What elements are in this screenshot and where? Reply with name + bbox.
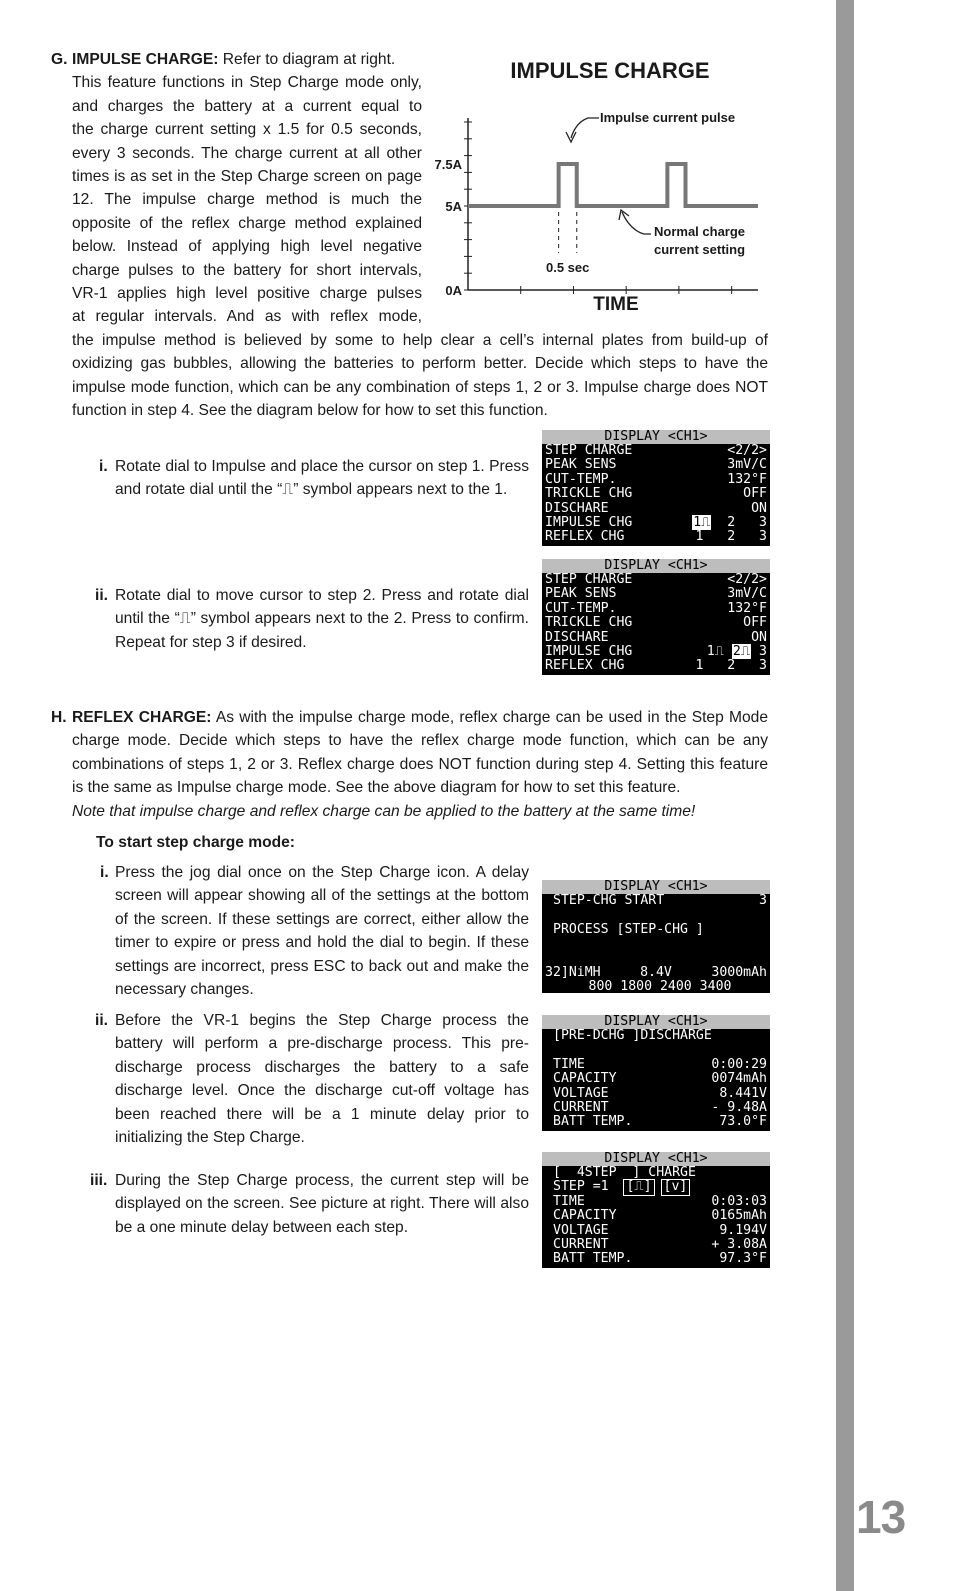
g-line: times is as set in the Step Charge screen on page [72,168,422,186]
g-line: 12. The impulse charge method is much the [72,191,422,209]
lcd-row-impulse: IMPULSE CHG 1⎍ 2 3 [545,514,767,530]
section-g-label: G. [51,51,68,68]
lcd-row: CUT-TEMP. 132°F [545,600,767,616]
h-step-i-text: Press the jog dial once on the Step Charge icon. A delay screen will appear showing all of the settings at the bottom of the screen. If these settings are correct, either allow the timer to expire or press and hold the dial to begin. If these settings are incorrect, press ESC to back out and make the necessary changes. [115,864,529,999]
g-line: the charge current setting x 1.5 for 0.5 seconds, [72,121,422,139]
section-g-body: the impulse method is believed by some to help clear a cell’s internal plates from build-up of oxidizing gas bubbles, allowing the batteries to perform better. Decide which steps to have the impulse mode function, which can be any combination of steps 1, 2 or 3. Impulse charge does NOT function in step 4. See the diagram below for how to set this function. [72,332,768,420]
pulse-annotation: Impulse current pulse [600,110,736,125]
g-step-ii-text: Rotate dial to move cursor to step 2. Press and rotate dial until the “⎍” symbol appears next to the 2. Press to confirm. Repeat for step 3 if desired. [115,587,529,651]
lcd-row: CAPACITY 0074mAh [553,1071,767,1087]
lcd-row: CURRENT - 9.48A [553,1099,767,1115]
section-g-title: IMPULSE CHARGE: [72,51,219,68]
lcd-row: DISCHARE ON [545,500,767,516]
impulse-charge-chart [434,52,778,322]
g-line: and charges the battery at a current equal to [72,97,422,115]
lcd-row: CAPACITY 0165mAh [553,1208,767,1224]
lcd-screen-step-chg-start [542,880,770,993]
g-step-i-label: i. [99,458,108,475]
lcd-row: VOLTAGE 9.194V [553,1222,767,1238]
g-step-i-text: Rotate dial to Impulse and place the cursor on step 1. Press and rotate dial until the “⎍” symbol appears next to the 1. [115,458,529,499]
page-edge-bar [836,0,854,1591]
section-h-text: As with the impulse charge mode, reflex charge can be used in the Step Mode charge mode. Decide which steps to have the reflex charge mode function, which can be any combinations of steps 1, 2 or 3. Reflex charge does NOT function during step 4. Setting this feature is the same as Impulse charge mode. See the above diagram for how to set this feature. [72,709,768,797]
section-h-title: REFLEX CHARGE: [72,709,212,726]
pulse-width-label: 0.5 sec [546,259,590,275]
lcd-row: BATT TEMP. 73.0°F [553,1114,767,1130]
lcd-header: DISPLAY <CH1> [542,1152,770,1166]
g-line: every 3 seconds. The charge current at all other [72,144,422,162]
lcd-row: 32]NiMH 8.4V 3000mAh [545,964,767,980]
section-h-body [72,706,768,823]
lcd-row: TIME 0:03:03 [553,1193,767,1209]
lcd-row-reflex: REFLEX CHG 1 2 3 [545,658,767,674]
lcd-row: STEP CHARGE <2/2> [545,443,767,458]
lcd-screen-step-charging [542,1152,770,1268]
lcd-row: TRICKLE CHG OFF [545,486,767,502]
lcd-screen-impulse-step2 [542,559,770,675]
lcd-row-reflex: REFLEX CHG 1 2 3 [545,529,767,545]
g-line: VR-1 applies high level positive charge pulses [72,285,422,303]
normal-annotation-line2: current setting [654,242,746,257]
lcd-row: DISCHARE ON [545,629,767,645]
lcd-row: STEP CHARGE <2/2> [545,572,767,587]
section-h-note: Note that impulse charge and reflex charge can be applied to the battery at the same time! [72,802,696,820]
charge-current-line [468,164,758,206]
g-line: charge pulses to the battery for short intervals, [72,261,422,279]
g-line: opposite of the reflex charge method explained [72,214,422,232]
lcd-row: PEAK SENS 3mV/C [545,457,767,473]
h-step-ii-text: Before the VR-1 begins the Step Charge process the battery will perform a pre-discharge process. This pre-discharge process discharges the battery to a safe discharge level. Once the discharge cut-off voltage has been reached there will be a 1 minute delay prior to initializing the Step Charge. [115,1012,529,1147]
lcd-row: [ 4STEP ] CHARGE [553,1165,696,1180]
lcd-row: PROCESS [STEP-CHG ] [553,921,704,937]
h-step-iii-text: During the Step Charge process, the current step will be displayed on the screen. See picture at right. There will also be a one minute delay between each step. [115,1172,529,1236]
g-line: at regular intervals. And as with reflex mode, [72,308,422,326]
x-axis-label: TIME [593,294,639,315]
g-line: Refer to diagram at right. [218,51,396,68]
lcd-row: TRICKLE CHG OFF [545,615,767,631]
lcd-header: DISPLAY <CH1> [542,880,770,894]
g-line: below. Instead of applying high level negative [72,238,422,256]
start-step-charge-heading: To start step charge mode: [96,834,296,851]
lcd-row: STEP-CHG START 3 [553,893,767,908]
normal-annotation-line1: Normal charge [654,224,746,239]
y-tick-label: 5A [445,199,462,214]
lcd-row: BATT TEMP. 97.3°F [553,1251,767,1267]
y-tick-label: 7.5A [434,157,462,172]
lcd-row-step: STEP =1 [⎍] [v] [553,1179,688,1195]
h-step-iii-label: iii. [90,1172,108,1189]
lcd-row: TIME 0:00:29 [553,1056,767,1072]
lcd-screen-impulse-step1 [542,430,770,546]
h-step-i-label: i. [100,864,109,881]
lcd-row: PEAK SENS 3mV/C [545,586,767,602]
lcd-row: CUT-TEMP. 132°F [545,471,767,487]
section-g-intro [72,48,422,329]
y-tick-label: 0A [445,283,462,298]
lcd-row: [PRE-DCHG ]DISCHARGE [553,1028,712,1043]
normal-arrow [622,212,651,234]
lcd-row-impulse: IMPULSE CHG 1⎍ 2⎍ 3 [545,643,767,659]
lcd-header: DISPLAY <CH1> [542,430,770,444]
lcd-row: VOLTAGE 8.441V [553,1085,767,1101]
g-line: This feature functions in Step Charge mode only, [72,74,422,92]
lcd-row: 800 1800 2400 3400 [588,979,732,995]
lcd-header: DISPLAY <CH1> [542,1015,770,1029]
h-step-ii-label: ii. [95,1012,108,1029]
lcd-row: CURRENT + 3.08A [553,1236,767,1252]
lcd-screen-pre-discharge [542,1015,770,1131]
chart-title: IMPULSE CHARGE [510,58,710,83]
g-step-ii-label: ii. [95,587,108,604]
lcd-header: DISPLAY <CH1> [542,559,770,573]
section-h-label: H. [51,709,67,726]
page-number: 13 [856,1491,906,1543]
